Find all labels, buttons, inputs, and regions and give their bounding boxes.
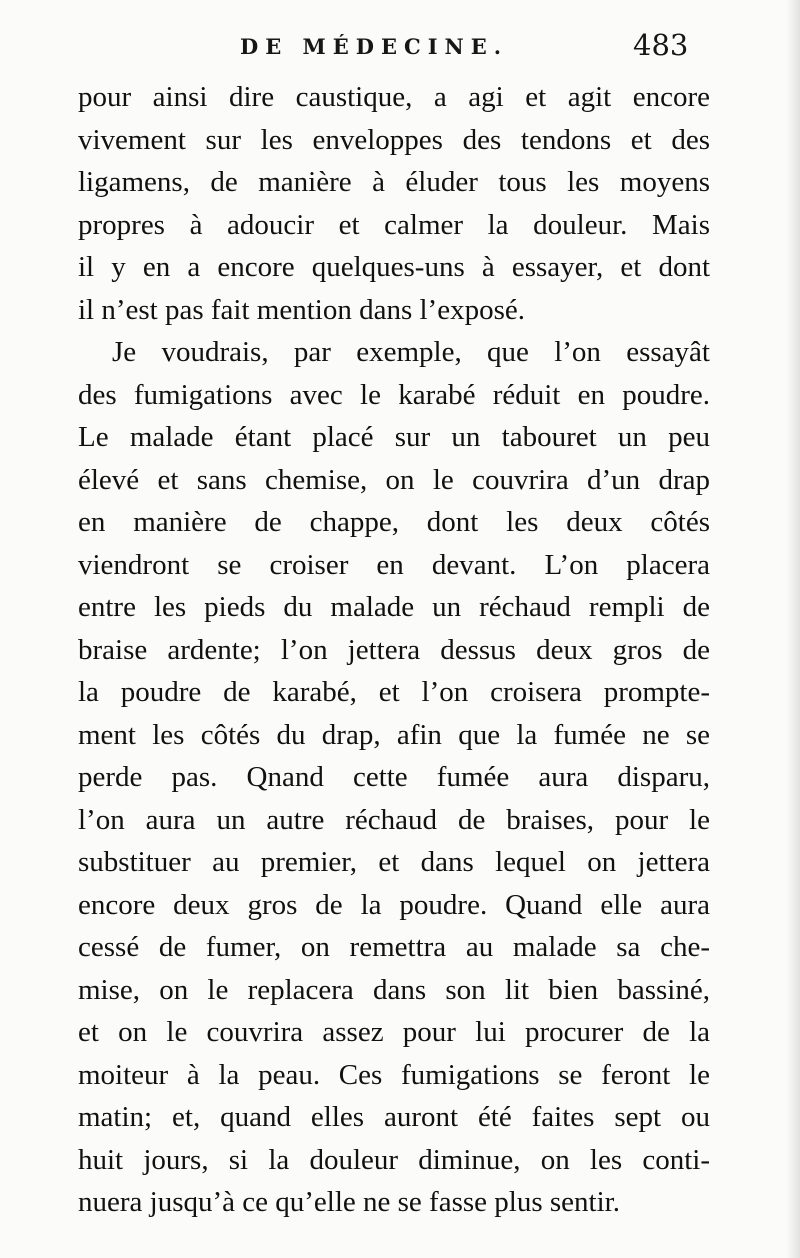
text-line: moiteur à la peau. Ces fumigations se feront le (78, 1058, 710, 1091)
text-line: Je voudrais, par exemple, que l’on essayât (112, 336, 710, 368)
text-line: la poudre de karabé, et l’on croisera prompte- (78, 676, 710, 708)
text-line: Le malade étant placé sur un tabouret un peu (78, 421, 710, 453)
text-line: en manière de chappe, dont les deux côtés (78, 506, 710, 538)
running-head: DE MÉDECINE. (240, 34, 509, 59)
paragraph (78, 76, 710, 331)
paragraph (78, 331, 710, 1224)
text-line: braise ardente; l’on jettera dessus deux gros de (78, 633, 710, 666)
text-line: nuera jusqu’à ce qu’elle ne se fasse plus sentir. (78, 1186, 620, 1218)
text-line: encore deux gros de la poudre. Quand elle aura (78, 888, 710, 921)
text-line: entre les pieds du malade un réchaud rempli de (78, 591, 710, 623)
page-header (0, 28, 800, 72)
text-line: l’on aura un autre réchaud de braises, pour le (78, 803, 710, 836)
text-line: cessé de fumer, on remettra au malade sa che- (78, 931, 710, 963)
text-line: et on le couvrira assez pour lui procurer de la (78, 1016, 710, 1048)
text-line: perde pas. Qnand cette fumée aura disparu, (78, 761, 710, 793)
text-line: des fumigations avec le karabé réduit en poudre. (78, 378, 710, 411)
page-number: 483 (633, 28, 689, 62)
text-line: il y en a encore quelques-uns à essayer, et dont (78, 251, 710, 283)
text-line: pour ainsi dire caustique, a agi et agit encore (78, 81, 710, 113)
text-line: substituer au premier, et dans lequel on jettera (78, 846, 710, 878)
text-line: ment les côtés du drap, afin que la fumée ne se (78, 718, 710, 751)
text-line: élevé et sans chemise, on le couvrira d’un drap (78, 463, 710, 496)
text-line: vivement sur les enveloppes des tendons et des (78, 123, 710, 156)
text-line: il n’est pas fait mention dans l’exposé. (78, 293, 525, 326)
page-edge-shadow (786, 0, 800, 1258)
text-line: propres à adoucir et calmer la douleur. Mais (78, 208, 710, 241)
text-line: huit jours, si la douleur diminue, on les conti- (78, 1143, 710, 1176)
text-line: mise, on le replacera dans son lit bien bassiné, (78, 973, 710, 1006)
text-line: ligamens, de manière à éluder tous les moyens (78, 166, 710, 198)
body-text (78, 76, 710, 1224)
text-line: matin; et, quand elles auront été faites sept ou (78, 1101, 710, 1133)
text-line: viendront se croiser en devant. L’on placera (78, 548, 710, 581)
